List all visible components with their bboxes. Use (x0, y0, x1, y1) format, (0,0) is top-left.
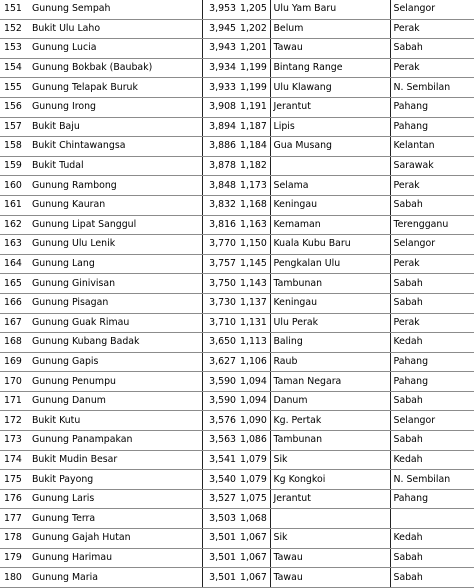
table-row (0, 411, 474, 431)
height-feet-cell: 3,563 (202, 431, 238, 451)
mountain-name-cell: Gunung Laris (30, 489, 202, 509)
height-feet-cell: 3,832 (202, 195, 238, 215)
location-cell: Kemaman (270, 215, 390, 235)
mountain-name-cell: Gunung Maria (30, 568, 202, 588)
state-cell: Sabah (390, 293, 474, 313)
height-meters-cell: 1,168 (238, 195, 270, 215)
mountain-name-cell: Gunung Penumpu (30, 372, 202, 392)
table-row (0, 117, 474, 137)
height-meters-cell: 1,067 (238, 548, 270, 568)
state-cell: Sarawak (390, 156, 474, 176)
height-meters-cell: 1,086 (238, 431, 270, 451)
table-row (0, 391, 474, 411)
height-meters-cell: 1,173 (238, 176, 270, 196)
rank-cell: 153 (0, 39, 30, 59)
state-cell: Perak (390, 254, 474, 274)
rank-cell: 165 (0, 274, 30, 294)
location-cell: Taman Negara (270, 372, 390, 392)
height-feet-cell: 3,816 (202, 215, 238, 235)
height-feet-cell: 3,894 (202, 117, 238, 137)
table-row (0, 293, 474, 313)
height-feet-cell: 3,503 (202, 509, 238, 529)
table-row (0, 450, 474, 470)
state-cell: Pahang (390, 489, 474, 509)
table-row (0, 137, 474, 157)
state-cell: N. Sembilan (390, 78, 474, 98)
state-cell: Kedah (390, 450, 474, 470)
mountain-name-cell: Bukit Kutu (30, 411, 202, 431)
location-cell (270, 156, 390, 176)
table-row (0, 58, 474, 78)
mountain-name-cell: Gunung Ginivisan (30, 274, 202, 294)
height-feet-cell: 3,848 (202, 176, 238, 196)
rank-cell: 180 (0, 568, 30, 588)
location-cell: Kg. Pertak (270, 411, 390, 431)
location-cell (270, 509, 390, 529)
table-row (0, 156, 474, 176)
state-cell: Pahang (390, 352, 474, 372)
location-cell: Lipis (270, 117, 390, 137)
location-cell: Tambunan (270, 274, 390, 294)
table-row (0, 352, 474, 372)
rank-cell: 173 (0, 431, 30, 451)
rank-cell: 156 (0, 97, 30, 117)
mountain-name-cell: Gunung Ulu Lenik (30, 235, 202, 255)
mountain-name-cell: Gunung Lang (30, 254, 202, 274)
rank-cell: 178 (0, 529, 30, 549)
location-cell: Tawau (270, 548, 390, 568)
height-meters-cell: 1,137 (238, 293, 270, 313)
height-feet-cell: 3,576 (202, 411, 238, 431)
table-row (0, 509, 474, 529)
height-feet-cell: 3,770 (202, 235, 238, 255)
height-feet-cell: 3,590 (202, 372, 238, 392)
state-cell: Pahang (390, 97, 474, 117)
height-meters-cell: 1,182 (238, 156, 270, 176)
mountain-name-cell: Gunung Rambong (30, 176, 202, 196)
table-row (0, 372, 474, 392)
height-feet-cell: 3,730 (202, 293, 238, 313)
height-meters-cell: 1,067 (238, 529, 270, 549)
state-cell: Terengganu (390, 215, 474, 235)
state-cell: Selangor (390, 0, 474, 19)
rank-cell: 164 (0, 254, 30, 274)
state-cell: Perak (390, 313, 474, 333)
height-meters-cell: 1,094 (238, 372, 270, 392)
state-cell: Pahang (390, 372, 474, 392)
location-cell: Ulu Yam Baru (270, 0, 390, 19)
state-cell: Perak (390, 58, 474, 78)
height-meters-cell: 1,205 (238, 0, 270, 19)
rank-cell: 158 (0, 137, 30, 157)
rank-cell: 167 (0, 313, 30, 333)
table-row (0, 235, 474, 255)
table-row (0, 97, 474, 117)
table-row (0, 176, 474, 196)
mountain-name-cell: Gunung Kauran (30, 195, 202, 215)
state-cell: Kedah (390, 529, 474, 549)
mountain-name-cell: Gunung Gapis (30, 352, 202, 372)
state-cell: Sabah (390, 568, 474, 588)
height-feet-cell: 3,501 (202, 568, 238, 588)
location-cell: Tambunan (270, 431, 390, 451)
table-row (0, 78, 474, 98)
table-row (0, 313, 474, 333)
height-feet-cell: 3,878 (202, 156, 238, 176)
height-feet-cell: 3,943 (202, 39, 238, 59)
height-feet-cell: 3,934 (202, 58, 238, 78)
rank-cell: 154 (0, 58, 30, 78)
height-meters-cell: 1,145 (238, 254, 270, 274)
rank-cell: 179 (0, 548, 30, 568)
rank-cell: 176 (0, 489, 30, 509)
rank-cell: 157 (0, 117, 30, 137)
table-row (0, 0, 474, 19)
mountain-name-cell: Gunung Kubang Badak (30, 333, 202, 353)
state-cell: N. Sembilan (390, 470, 474, 490)
rank-cell: 168 (0, 333, 30, 353)
height-meters-cell: 1,079 (238, 470, 270, 490)
mountain-name-cell: Gunung Harimau (30, 548, 202, 568)
location-cell: Belum (270, 19, 390, 39)
height-meters-cell: 1,079 (238, 450, 270, 470)
height-feet-cell: 3,650 (202, 333, 238, 353)
mountain-name-cell: Bukit Baju (30, 117, 202, 137)
mountain-name-cell: Gunung Pisagan (30, 293, 202, 313)
height-meters-cell: 1,201 (238, 39, 270, 59)
state-cell: Sabah (390, 195, 474, 215)
height-feet-cell: 3,945 (202, 19, 238, 39)
state-cell: Kedah (390, 333, 474, 353)
height-meters-cell: 1,113 (238, 333, 270, 353)
location-cell: Gua Musang (270, 137, 390, 157)
mountain-name-cell: Bukit Mudin Besar (30, 450, 202, 470)
height-meters-cell: 1,106 (238, 352, 270, 372)
state-cell: Selangor (390, 411, 474, 431)
height-meters-cell: 1,191 (238, 97, 270, 117)
location-cell: Raub (270, 352, 390, 372)
mountain-name-cell: Gunung Danum (30, 391, 202, 411)
location-cell: Tawau (270, 568, 390, 588)
rank-cell: 172 (0, 411, 30, 431)
height-meters-cell: 1,199 (238, 58, 270, 78)
table-row (0, 431, 474, 451)
location-cell: Tawau (270, 39, 390, 59)
location-cell: Sik (270, 450, 390, 470)
mountain-name-cell: Gunung Gajah Hutan (30, 529, 202, 549)
height-feet-cell: 3,501 (202, 548, 238, 568)
mountain-name-cell: Gunung Bokbak (Baubak) (30, 58, 202, 78)
height-feet-cell: 3,953 (202, 0, 238, 19)
mountain-name-cell: Bukit Tudal (30, 156, 202, 176)
state-cell (390, 509, 474, 529)
height-meters-cell: 1,143 (238, 274, 270, 294)
mountain-name-cell: Gunung Lucia (30, 39, 202, 59)
mountain-name-cell: Gunung Lipat Sanggul (30, 215, 202, 235)
height-feet-cell: 3,540 (202, 470, 238, 490)
table-row (0, 274, 474, 294)
location-cell: Ulu Perak (270, 313, 390, 333)
location-cell: Danum (270, 391, 390, 411)
rank-cell: 163 (0, 235, 30, 255)
mountain-name-cell: Gunung Panampakan (30, 431, 202, 451)
location-cell: Jerantut (270, 489, 390, 509)
rank-cell: 155 (0, 78, 30, 98)
table-row (0, 19, 474, 39)
table-row (0, 215, 474, 235)
table-row (0, 568, 474, 588)
location-cell: Bintang Range (270, 58, 390, 78)
location-cell: Kg Kongkoi (270, 470, 390, 490)
height-meters-cell: 1,075 (238, 489, 270, 509)
rank-cell: 170 (0, 372, 30, 392)
height-feet-cell: 3,501 (202, 529, 238, 549)
height-meters-cell: 1,131 (238, 313, 270, 333)
rank-cell: 151 (0, 0, 30, 19)
mountain-name-cell: Bukit Ulu Laho (30, 19, 202, 39)
height-feet-cell: 3,750 (202, 274, 238, 294)
rank-cell: 166 (0, 293, 30, 313)
table-row (0, 195, 474, 215)
state-cell: Kelantan (390, 137, 474, 157)
height-meters-cell: 1,202 (238, 19, 270, 39)
location-cell: Kuala Kubu Baru (270, 235, 390, 255)
height-meters-cell: 1,150 (238, 235, 270, 255)
mountain-name-cell: Gunung Sempah (30, 0, 202, 19)
rank-cell: 160 (0, 176, 30, 196)
rank-cell: 159 (0, 156, 30, 176)
state-cell: Sabah (390, 39, 474, 59)
table-row (0, 529, 474, 549)
mountain-name-cell: Gunung Guak Rimau (30, 313, 202, 333)
location-cell: Ulu Klawang (270, 78, 390, 98)
mountain-name-cell: Gunung Terra (30, 509, 202, 529)
height-meters-cell: 1,163 (238, 215, 270, 235)
height-meters-cell: 1,090 (238, 411, 270, 431)
location-cell: Jerantut (270, 97, 390, 117)
state-cell: Perak (390, 19, 474, 39)
rank-cell: 177 (0, 509, 30, 529)
table-row (0, 470, 474, 490)
rank-cell: 162 (0, 215, 30, 235)
mountain-name-cell: Bukit Chintawangsa (30, 137, 202, 157)
location-cell: Selama (270, 176, 390, 196)
mountain-name-cell: Gunung Irong (30, 97, 202, 117)
state-cell: Sabah (390, 548, 474, 568)
rank-cell: 171 (0, 391, 30, 411)
state-cell: Sabah (390, 274, 474, 294)
height-feet-cell: 3,541 (202, 450, 238, 470)
height-meters-cell: 1,199 (238, 78, 270, 98)
height-meters-cell: 1,067 (238, 568, 270, 588)
state-cell: Sabah (390, 391, 474, 411)
state-cell: Perak (390, 176, 474, 196)
state-cell: Selangor (390, 235, 474, 255)
height-feet-cell: 3,757 (202, 254, 238, 274)
location-cell: Baling (270, 333, 390, 353)
height-feet-cell: 3,710 (202, 313, 238, 333)
rank-cell: 174 (0, 450, 30, 470)
height-feet-cell: 3,527 (202, 489, 238, 509)
location-cell: Sik (270, 529, 390, 549)
table-row (0, 489, 474, 509)
height-feet-cell: 3,886 (202, 137, 238, 157)
table-row (0, 548, 474, 568)
rank-cell: 169 (0, 352, 30, 372)
height-meters-cell: 1,187 (238, 117, 270, 137)
table-row (0, 39, 474, 59)
state-cell: Pahang (390, 117, 474, 137)
rank-cell: 161 (0, 195, 30, 215)
location-cell: Keningau (270, 195, 390, 215)
table-row (0, 254, 474, 274)
table-row (0, 333, 474, 353)
height-feet-cell: 3,627 (202, 352, 238, 372)
rank-cell: 152 (0, 19, 30, 39)
height-meters-cell: 1,068 (238, 509, 270, 529)
location-cell: Pengkalan Ulu (270, 254, 390, 274)
state-cell: Sabah (390, 431, 474, 451)
height-feet-cell: 3,908 (202, 97, 238, 117)
mountain-name-cell: Bukit Payong (30, 470, 202, 490)
height-feet-cell: 3,590 (202, 391, 238, 411)
location-cell: Keningau (270, 293, 390, 313)
height-feet-cell: 3,933 (202, 78, 238, 98)
rank-cell: 175 (0, 470, 30, 490)
height-meters-cell: 1,094 (238, 391, 270, 411)
height-meters-cell: 1,184 (238, 137, 270, 157)
mountain-name-cell: Gunung Telapak Buruk (30, 78, 202, 98)
